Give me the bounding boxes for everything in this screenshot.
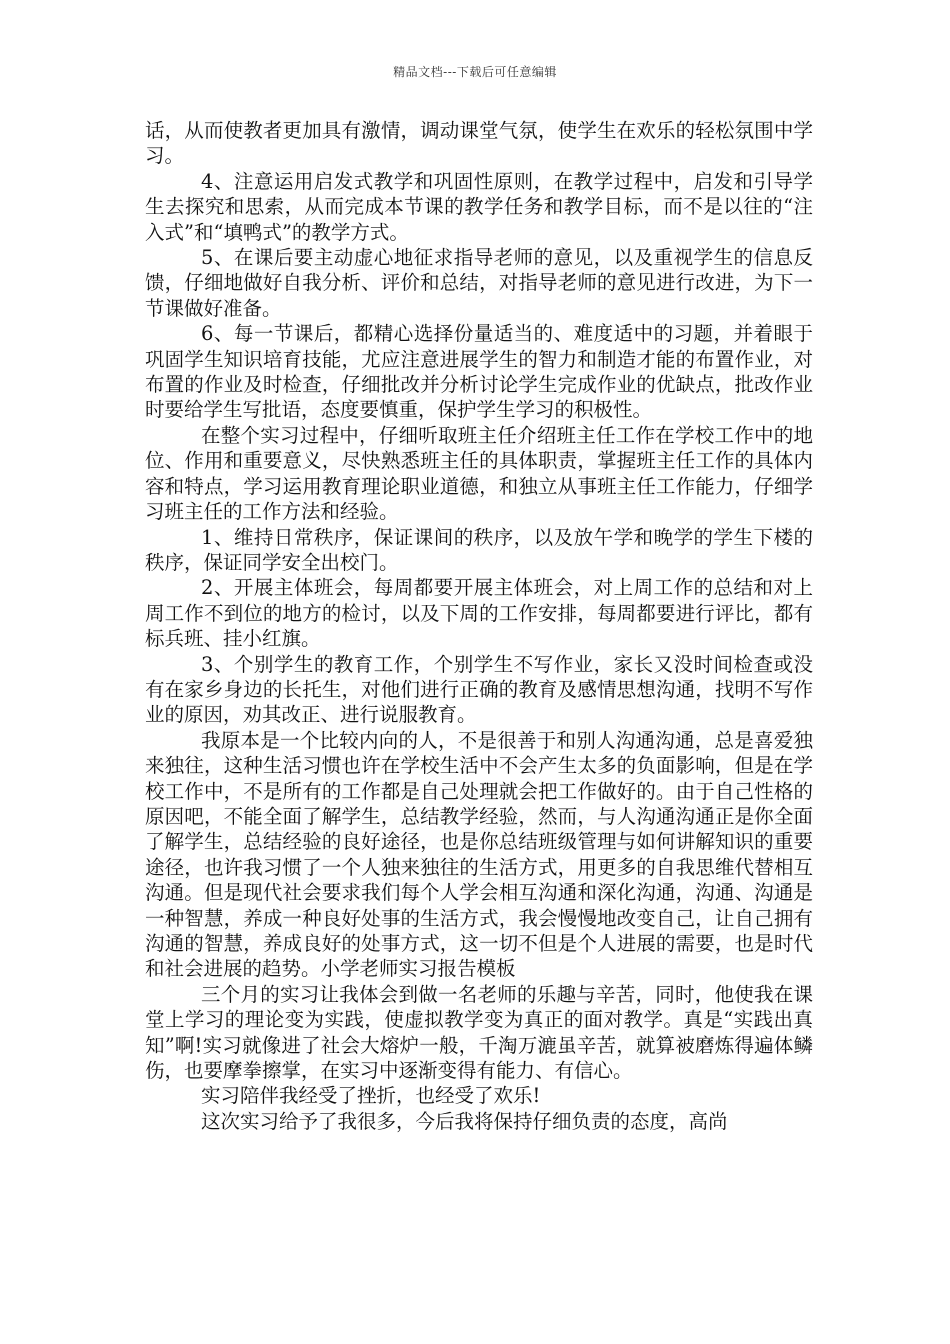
paragraph: 3、个别学生的教育工作，个别学生不写作业，家长又没时间检查或没有在家乡身边的长托生，对他们进行正确的教育及感情思想沟通，找明不写作业的原因，劝其改正、进行说服教育。 — [145, 652, 813, 727]
document-body — [145, 118, 813, 1134]
paragraph: 在整个实习过程中，仔细听取班主任介绍班主任工作在学校工作中的地位、作用和重要意义，尽快熟悉班主任的具体职责，掌握班主任工作的具体内容和特点，学习运用教育理论职业道德，和独立从事班主任工作能力，仔细学习班主任的工作方法和经验。 — [145, 423, 813, 524]
paragraph: 2、开展主体班会，每周都要开展主体班会，对上周工作的总结和对上周工作不到位的地方的检讨，以及下周的工作安排，每周都要进行评比，都有标兵班、挂小红旗。 — [145, 576, 813, 651]
paragraph: 三个月的实习让我体会到做一名老师的乐趣与辛苦，同时，他使我在课堂上学习的理论变为实践，使虚拟教学变为真正的面对教学。真是“实践出真知”啊!实习就像进了社会大熔炉一般，千淘万漉虽辛苦，就算被磨炼得遍体鳞伤，也要摩拳擦掌，在实习中逐渐变得有能力、有信心。 — [145, 982, 813, 1083]
paragraph: 这次实习给予了我很多，今后我将保持仔细负责的态度，高尚 — [201, 1109, 728, 1133]
paragraph: 5、在课后要主动虚心地征求指导老师的意见，以及重视学生的信息反馈，仔细地做好自我分析、评价和总结，对指导老师的意见进行改进，为下一节课做好准备。 — [145, 246, 813, 320]
paragraph: 1、维持日常秩序，保证课间的秩序，以及放午学和晚学的学生下楼的秩序，保证同学安全出校门。 — [145, 525, 813, 574]
paragraph: 话，从而使教者更加具有激情，调动课堂气氛，使学生在欢乐的轻松氛围中学习。 — [145, 119, 813, 168]
paragraph: 4、注意运用启发式教学和巩固性原则，在教学过程中，启发和引导学生去探究和思索，从而完成本节课的教学任务和教学目标，而不是以往的“注入式”和“填鸭式”的教学方式。 — [145, 169, 813, 244]
paragraph: 实习陪伴我经受了挫折，也经受了欢乐! — [201, 1084, 541, 1108]
paragraph: 6、每一节课后，都精心选择份量适当的、难度适中的习题，并着眼于巩固学生知识培育技能，尤应注意进展学生的智力和制造才能的布置作业，对布置的作业及时检查，仔细批改并分析讨论学生完成作业的优缺点，批改作业时要给学生写批语，态度要慎重，保护学生学习的积极性。 — [145, 322, 813, 422]
page-header: 精品文档---下载后可任意编辑 — [393, 65, 557, 79]
paragraph: 我原本是一个比较内向的人，不是很善于和别人沟通沟通，总是喜爱独来独往，这种生活习惯也许在学校生活中不会产生太多的负面影响，但是在学校工作中，不是所有的工作都是自己处理就会把工作做好的。由于自己性格的原因吧，不能全面了解学生，总结教学经验，然而，与人沟通沟通正是你全面了解学生，总结经验的良好途径，也是你总结班级管理与如何讲解知识的重要途径，也许我习惯了一个人独来独往的生活方式，用更多的自我思维代替相互沟通。但是现代社会要求我们每个人学会相互沟通和深化沟通，沟通、沟通是一种智慧，养成一种良好处事的生活方式，我会慢慢地改变自己，让自己拥有沟通的智慧，养成良好的处事方式，这一切不但是个人进展的需要，也是时代和社会进展的趋势。小学老师实习报告模板 — [145, 728, 813, 981]
